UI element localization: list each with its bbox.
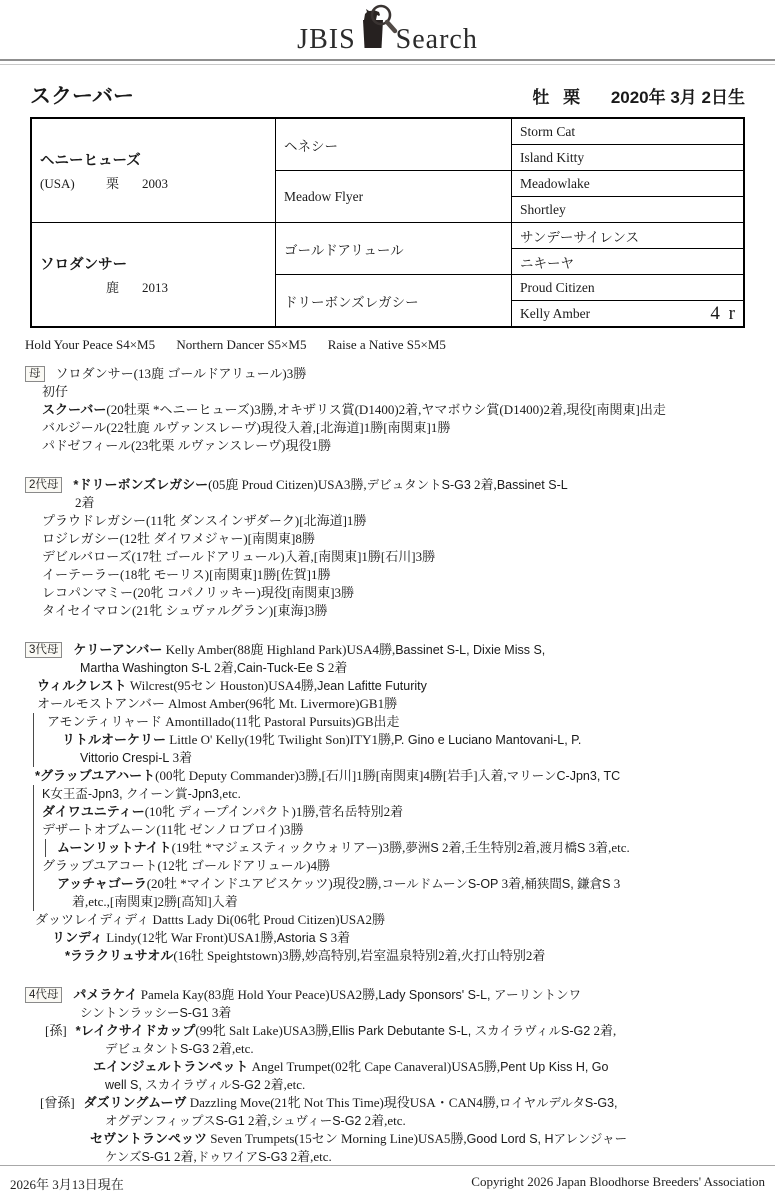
jbis-logo[interactable] xyxy=(0,6,775,54)
record-text: 2着, xyxy=(590,1023,617,1038)
horse-profile xyxy=(532,83,745,108)
family-record-line xyxy=(25,857,750,875)
pedigree-table xyxy=(30,117,745,328)
coat-label: 栗 xyxy=(563,88,581,107)
record-text: 3 xyxy=(610,876,621,891)
family-record-line xyxy=(25,929,750,947)
family-record-line xyxy=(25,986,750,1004)
record-text: 3着 xyxy=(208,1005,232,1020)
tree-connector-line xyxy=(33,839,34,857)
ancestor-cell[interactable]: Island Kitty xyxy=(512,145,743,170)
horse-name-link[interactable]: アッチャゴーラ xyxy=(57,876,147,891)
generation-label: 2代母 xyxy=(25,477,62,493)
sire-info: (USA) 栗 2003 xyxy=(40,176,168,191)
family-record-line xyxy=(25,695,750,713)
record-text: Martha Washington S-L xyxy=(80,661,211,675)
family-record-line xyxy=(25,1148,750,1166)
family-record-line xyxy=(25,1004,750,1022)
horse-name-link[interactable]: *グラッブユアハート xyxy=(35,768,156,783)
tree-connector-line xyxy=(33,875,34,893)
horse-name-link[interactable]: *ララクリュサオル xyxy=(65,948,174,963)
ancestor-cell[interactable]: Storm Cat xyxy=(512,119,743,144)
record-text: 2着, xyxy=(244,1113,271,1128)
record-text: Seven Trumpets(15セン Morning Line)USA5勝, xyxy=(207,1131,467,1146)
tree-connector-line xyxy=(33,713,34,731)
record-text: Good Lord S, Hアレンジャー xyxy=(466,1132,628,1146)
family-record-line xyxy=(25,839,750,857)
horse-name-link[interactable]: *レイクサイドカップ xyxy=(75,1023,196,1038)
record-text: 着,etc.,[南関東]2勝[高知]入着 xyxy=(72,894,238,909)
record-text: デビルバローズ(17牡 ゴールドアリュール)入着,[南関東]1勝[石川]3勝 xyxy=(42,549,436,564)
family-record-line xyxy=(25,1130,750,1148)
record-text: デビュタントS-G3 xyxy=(105,1042,210,1056)
inbreeding-cross: Northern Dancer S5×M5 xyxy=(176,337,307,352)
sire-name[interactable]: ヘニーヒューズ xyxy=(40,153,141,169)
record-text: パドゼフィール(23牝栗 ルヴァンスレーヴ)現役1勝 xyxy=(42,438,331,453)
ancestor-cell[interactable] xyxy=(512,301,743,326)
record-text: Dazzling Move(21牝 Not This Time)現役USA・CAN4勝, xyxy=(186,1095,499,1110)
family-record-line xyxy=(25,785,750,803)
dam-cell[interactable] xyxy=(32,223,275,326)
ancestor-cell[interactable]: Shortley xyxy=(512,197,743,222)
generation-label: [孫] xyxy=(45,1023,67,1038)
family-record-line xyxy=(25,803,750,821)
record-text: 桶狭間S, 鎌倉S xyxy=(524,877,611,891)
record-text: 3着, xyxy=(498,876,525,891)
family-record-line xyxy=(25,494,750,512)
family-record-line xyxy=(25,1094,750,1112)
record-text: オグデンフィップスS-G1 xyxy=(105,1114,245,1128)
record-text: Astoria S xyxy=(276,931,328,945)
inbreeding-cross: Hold Your Peace S4×M5 xyxy=(25,337,156,352)
family-record-line xyxy=(25,641,750,659)
jbis-logo-icon xyxy=(353,3,399,56)
record-text: コールドムーンS-OP xyxy=(381,877,499,891)
record-text: 2着,etc. xyxy=(209,1041,254,1056)
record-text: (16牡 Speightstown)3勝,妙高特別,岩室温泉特別2着,火打山特別2着 xyxy=(173,948,546,963)
family-record-line xyxy=(25,401,750,419)
record-text: 2着,壬生特別2着, xyxy=(438,840,540,855)
family-record-line xyxy=(25,530,750,548)
family-record-line xyxy=(25,893,750,911)
birthdate-label: 2020年 3月 2日生 xyxy=(610,88,745,107)
record-text: (00牝 Deputy Commander)3勝,[石川]1勝[南関東]4勝[岩手]入着, xyxy=(155,768,507,783)
family-record-line xyxy=(25,476,750,494)
record-text: 2着, xyxy=(170,1149,197,1164)
family-record-line xyxy=(25,767,750,785)
horse-name-link[interactable]: エインジェルトランペット xyxy=(93,1059,249,1074)
record-text: オールモストアンバー Almost Amber(96牝 Mt. Livermore)GB1勝 xyxy=(37,696,398,711)
family-record-line xyxy=(25,437,750,455)
record-text: Little O' Kelly(19牝 Twilight Son)ITY1勝, xyxy=(166,732,395,747)
family-record-line xyxy=(25,1058,750,1076)
horse-magnifier-bucket-icon xyxy=(353,3,399,51)
copyright-text: Copyright 2026 Japan Bloodhorse Breeders' Association xyxy=(471,1174,765,1189)
sire-cell[interactable] xyxy=(32,119,275,222)
ancestor-cell[interactable]: サンデーサイレンス xyxy=(512,223,743,248)
record-text: Angel Trumpet(02牝 Cape Canaveral)USA5勝, xyxy=(248,1059,501,1074)
record-text: well S, スカイラヴィルS-G2 xyxy=(105,1078,261,1092)
family-record-line xyxy=(25,1076,750,1094)
family-records xyxy=(25,365,750,1166)
family-record-line xyxy=(25,875,750,893)
record-text: 2着, xyxy=(210,660,237,675)
record-text: Ellis Park Debutante S-L, スカイラヴィルS-G2 xyxy=(331,1024,591,1038)
record-text: (20牡 *マインドユアビスケッツ)現役2勝, xyxy=(146,876,382,891)
ancestor-cell[interactable]: ニキーヤ xyxy=(512,249,743,274)
record-text: ロイヤルデルタS-G3, xyxy=(499,1096,618,1110)
family-record-line xyxy=(25,365,750,383)
tree-connector-line xyxy=(33,893,34,911)
family-record-line xyxy=(25,821,750,839)
horse-name-link[interactable]: リトルオーケリー xyxy=(62,732,167,747)
title-row xyxy=(30,80,745,110)
record-text: タイセイマロン(21牝 シュヴァルグラン)[東海]3勝 xyxy=(42,603,328,618)
horse-name-link[interactable]: *ドリーボンズレガシー xyxy=(73,477,209,492)
record-text: プラウドレガシー(11牝 ダンスインザダーク)[北海道]1勝 xyxy=(42,513,367,528)
jbis-logo-text: JBIS xyxy=(297,24,356,55)
record-text: 2着,etc. xyxy=(287,1149,332,1164)
record-text: (10牝 ディープインパクト)1勝,菅名岳特別2着 xyxy=(144,804,404,819)
dam-section xyxy=(25,365,750,455)
record-text: Cain-Tuck-Ee S xyxy=(236,661,325,675)
record-text: 3着 xyxy=(169,750,193,765)
header-divider xyxy=(0,59,775,65)
dam-name[interactable]: ソロダンサー xyxy=(40,257,128,273)
record-text: 2着 xyxy=(324,660,348,675)
inbreeding-line xyxy=(25,337,750,353)
inbreeding-cross: Raise a Native S5×M5 xyxy=(327,337,446,352)
generation-label: 母 xyxy=(25,366,45,382)
family-record-line xyxy=(25,713,750,731)
record-text: (20牡栗 *ヘニーヒューズ)3勝,オキザリス賞(D1400)2着,ヤマボウシ賞(D1400)2着,現役[南関東]出走 xyxy=(106,402,666,417)
family-record-line xyxy=(25,584,750,602)
record-text: グラッブユアコート(12牝 ゴールドアリュール)4勝 xyxy=(42,858,331,873)
family-record-line xyxy=(25,602,750,620)
record-text: K女王盃-Jpn3, クイーン賞-Jpn3, xyxy=(42,787,223,801)
record-text: Lady Sponsors' S-L, アーリントンワ xyxy=(378,988,582,1002)
record-text: 2着,etc. xyxy=(361,1113,406,1128)
record-text: ロジレガシー(12牡 ダイワメジャー)[南関東]8勝 xyxy=(42,531,315,546)
record-text: レコパンマミー(20牝 コパノリッキー)現役[南関東]3勝 xyxy=(42,585,355,600)
family-record-line xyxy=(25,566,750,584)
horse-name-title: スクーバー xyxy=(30,85,134,108)
horse-name-link[interactable]: ケリーアンバー xyxy=(73,642,163,657)
family-record-line xyxy=(25,1022,750,1040)
family-record-line xyxy=(25,749,750,767)
record-text: ドゥワイアS-G3 xyxy=(196,1150,288,1164)
horse-name-link[interactable]: ムーンリットナイト xyxy=(57,840,172,855)
data-current-date: 2026年 3月13日現在 xyxy=(10,1177,124,1192)
search-logo-text: Search xyxy=(395,24,478,55)
family-record-line xyxy=(25,419,750,437)
record-text: Jean Lafitte Futurity xyxy=(317,679,427,693)
tree-connector-line xyxy=(33,731,34,749)
record-text: Lindy(12牝 War Front)USA1勝, xyxy=(102,930,277,945)
record-text: デザートオブムーン(11牝 ゼンノロブロイ)3勝 xyxy=(42,822,304,837)
horse-name-link[interactable]: スクーバー xyxy=(42,402,107,417)
record-text: (19牡 *マジェスティックウォリアー)3勝, xyxy=(171,840,406,855)
record-text: 夢洲S xyxy=(405,841,439,855)
record-text: 3着,etc. xyxy=(585,840,630,855)
record-text: (99牝 Salt Lake)USA3勝, xyxy=(195,1023,332,1038)
record-text: ケンズS-G1 xyxy=(105,1150,171,1164)
sire-dam-cell[interactable]: Meadow Flyer xyxy=(276,171,511,222)
tree-connector-line xyxy=(33,785,34,803)
record-text: Kelly Amber(88鹿 Highland Park)USA4勝, xyxy=(162,642,396,657)
horse-name-link[interactable]: ダイワユニティー xyxy=(42,804,145,819)
record-text: デビュタントS-G3 xyxy=(366,478,471,492)
record-text: アモンティリャード Amontillado(11牝 Pastoral Pursuits)GB出走 xyxy=(47,714,400,729)
record-text: 2着, xyxy=(470,477,497,492)
record-text: Vittorio Crespi-L xyxy=(80,751,170,765)
record-text: Wilcrest(95セン Houston)USA4勝, xyxy=(126,678,318,693)
record-text: バルジール(22牡鹿 ルヴァンスレーヴ)現役入着,[北海道]1勝[南関東]1勝 xyxy=(42,420,451,435)
record-text: 初仔 xyxy=(42,384,69,399)
family-record-line xyxy=(25,512,750,530)
tree-connector-line xyxy=(33,821,34,839)
record-text: 2着,etc. xyxy=(260,1077,306,1092)
horse-name-link[interactable]: ウィルクレスト xyxy=(37,678,127,693)
record-text: Bassinet S-L xyxy=(496,478,568,492)
dam-dam-cell[interactable]: ドリーボンズレガシー xyxy=(276,275,511,326)
record-text: ソロダンサー(13鹿 ゴールドアリュール)3勝 xyxy=(55,366,307,381)
family-record-line xyxy=(25,1112,750,1130)
family-record-line xyxy=(25,677,750,695)
family-number: 4 r xyxy=(710,302,737,324)
granddam-section xyxy=(25,476,750,620)
footer xyxy=(0,1165,775,1200)
sire-sire-cell[interactable]: ヘネシー xyxy=(276,119,511,170)
generation-label: 3代母 xyxy=(25,642,62,658)
record-text: シュヴィーS-G2 xyxy=(270,1114,362,1128)
ancestor-cell[interactable]: Meadowlake xyxy=(512,171,743,196)
family-record-line xyxy=(25,731,750,749)
generation-label: [曾孫] xyxy=(40,1095,75,1110)
ancestor-cell[interactable]: Proud Citizen xyxy=(512,275,743,300)
horse-name-link[interactable]: セヴントランペッツ xyxy=(90,1131,208,1146)
dam-info: 鹿 2013 xyxy=(106,280,168,295)
family-record-line xyxy=(25,947,750,965)
record-text: 2着 xyxy=(75,495,95,510)
record-text: マリーンC-Jpn3, TC xyxy=(506,769,621,783)
record-text: 3着 xyxy=(327,930,351,945)
record-text: ダッツレイディディ Dattts Lady Di(06牝 Proud Citizen)USA2勝 xyxy=(35,912,386,927)
tree-connector-line xyxy=(33,803,34,821)
generation-label: 4代母 xyxy=(25,987,62,1003)
record-text: シントンラッシーS-G1 xyxy=(80,1006,209,1020)
record-text: (05鹿 Proud Citizen)USA3勝, xyxy=(208,477,367,492)
tree-connector-line xyxy=(33,749,34,767)
horse-name-link[interactable]: ダズリングムーヴ xyxy=(83,1095,187,1110)
tree-connector-line xyxy=(45,839,46,857)
record-text: イーテーラー(18牝 モーリス)[南関東]1勝[佐賀]1勝 xyxy=(42,567,331,582)
record-text: Bassinet S-L, Dixie Miss S, xyxy=(395,643,546,657)
family-record-line xyxy=(25,548,750,566)
family-record-line xyxy=(25,383,750,401)
family-record-line xyxy=(25,1040,750,1058)
record-text: etc. xyxy=(222,786,241,801)
fourth-dam-table-name[interactable]: Kelly Amber xyxy=(520,305,591,321)
record-text: P. Gino e Luciano Mantovani-L, P. xyxy=(394,733,582,747)
record-text: 渡月橋S xyxy=(539,841,586,855)
third-dam-section xyxy=(25,641,750,965)
tree-connector-line xyxy=(33,857,34,875)
horse-name-link[interactable]: リンディ xyxy=(52,930,103,945)
dam-sire-cell[interactable]: ゴールドアリュール xyxy=(276,223,511,274)
sex-label: 牡 xyxy=(532,88,550,107)
header xyxy=(0,0,775,65)
fourth-dam-section xyxy=(25,986,750,1166)
family-record-line xyxy=(25,659,750,677)
family-record-line xyxy=(25,911,750,929)
record-text: Pent Up Kiss H, Go xyxy=(500,1060,609,1074)
record-text: Pamela Kay(83鹿 Hold Your Peace)USA2勝, xyxy=(137,987,379,1002)
horse-name-link[interactable]: パメラケイ xyxy=(73,987,138,1002)
